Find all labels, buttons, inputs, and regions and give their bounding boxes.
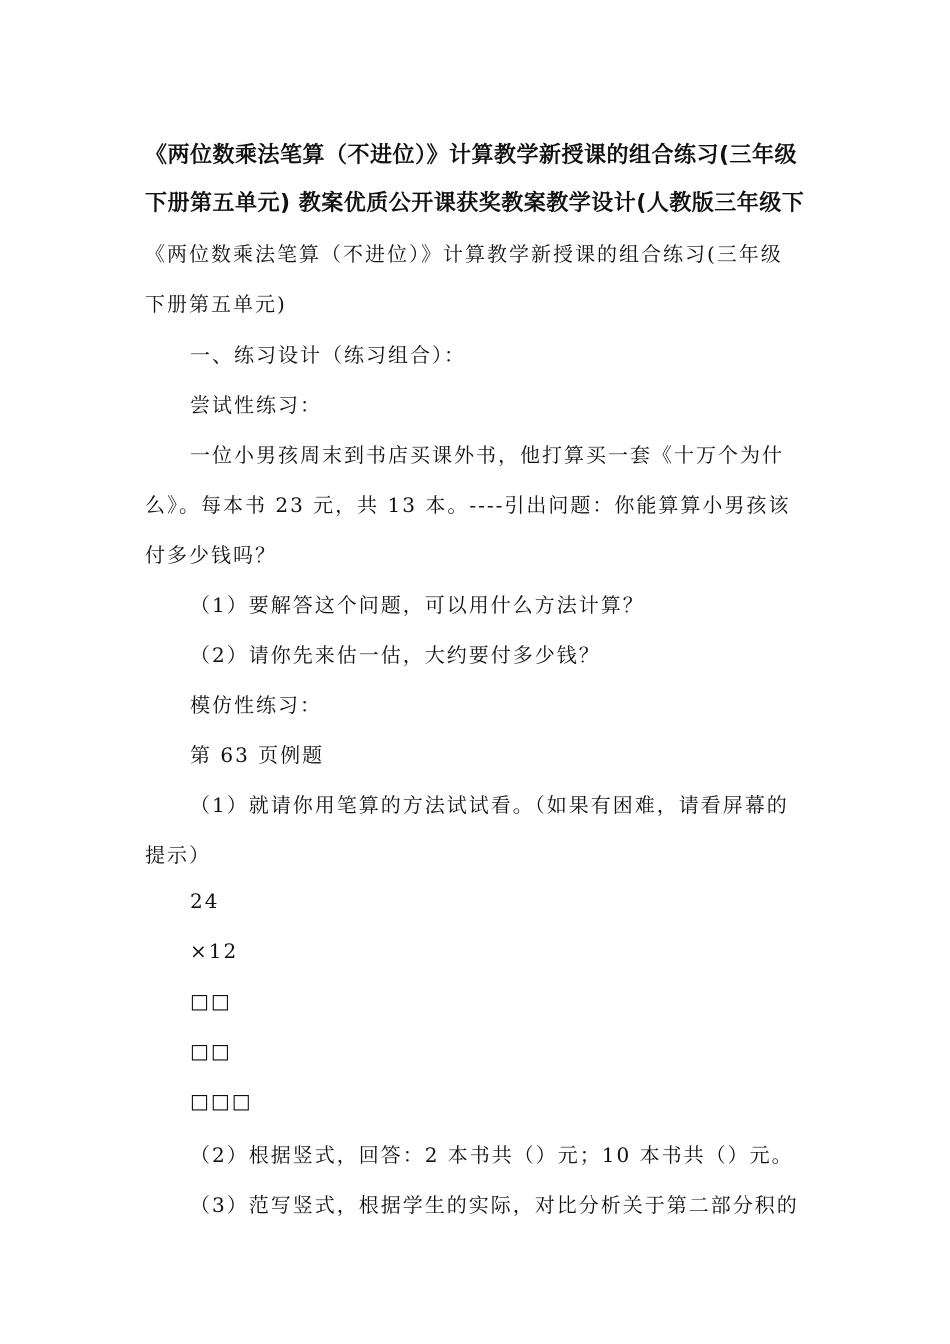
vertical-calc-line: □□ bbox=[190, 989, 232, 1013]
vertical-calc-line: □□□ bbox=[190, 1089, 253, 1113]
vertical-calc-line: □□ bbox=[190, 1039, 232, 1063]
section-heading: 一、练习设计（练习组合）： bbox=[190, 343, 466, 367]
document-title-line-2: 下册第五单元) 教案优质公开课获奖教案教学设计(人教版三年级下 bbox=[145, 191, 805, 216]
subsection-heading: 模仿性练习： bbox=[190, 693, 322, 717]
paragraph-line: 么》。每本书 23 元，共 13 本。----引出问题：你能算算小男孩该 bbox=[145, 493, 791, 517]
paragraph-line: 提示） bbox=[145, 843, 211, 867]
paragraph-line: 一位小男孩周末到书店买课外书，他打算买一套《十万个为什 bbox=[190, 443, 784, 467]
vertical-calc-line: ×12 bbox=[190, 939, 239, 963]
document-title-line-1: 《两位数乘法笔算（不进位）》计算教学新授课的组合练习(三年级 bbox=[145, 143, 798, 168]
question-item: （1）要解答这个问题，可以用什么方法计算？ bbox=[190, 593, 645, 617]
paragraph-line: 《两位数乘法笔算（不进位）》计算教学新授课的组合练习(三年级 bbox=[145, 242, 783, 266]
subsection-heading: 尝试性练习： bbox=[190, 393, 322, 417]
paragraph-line: 第 63 页例题 bbox=[190, 743, 325, 767]
paragraph-line: 付多少钱吗？ bbox=[145, 543, 277, 567]
question-item: （2）根据竖式，回答：2 本书共（）元；10 本书共（）元。 bbox=[190, 1143, 794, 1167]
paragraph-line: 下册第五单元) bbox=[145, 292, 287, 316]
question-item: （3）范写竖式，根据学生的实际，对比分析关于第二部分积的 bbox=[190, 1193, 799, 1217]
question-item: （1）就请你用笔算的方法试试看。（如果有困难，请看屏幕的 bbox=[190, 793, 789, 817]
vertical-calc-line: 24 bbox=[190, 889, 220, 913]
question-item: （2）请你先来估一估，大约要付多少钱？ bbox=[190, 643, 601, 667]
